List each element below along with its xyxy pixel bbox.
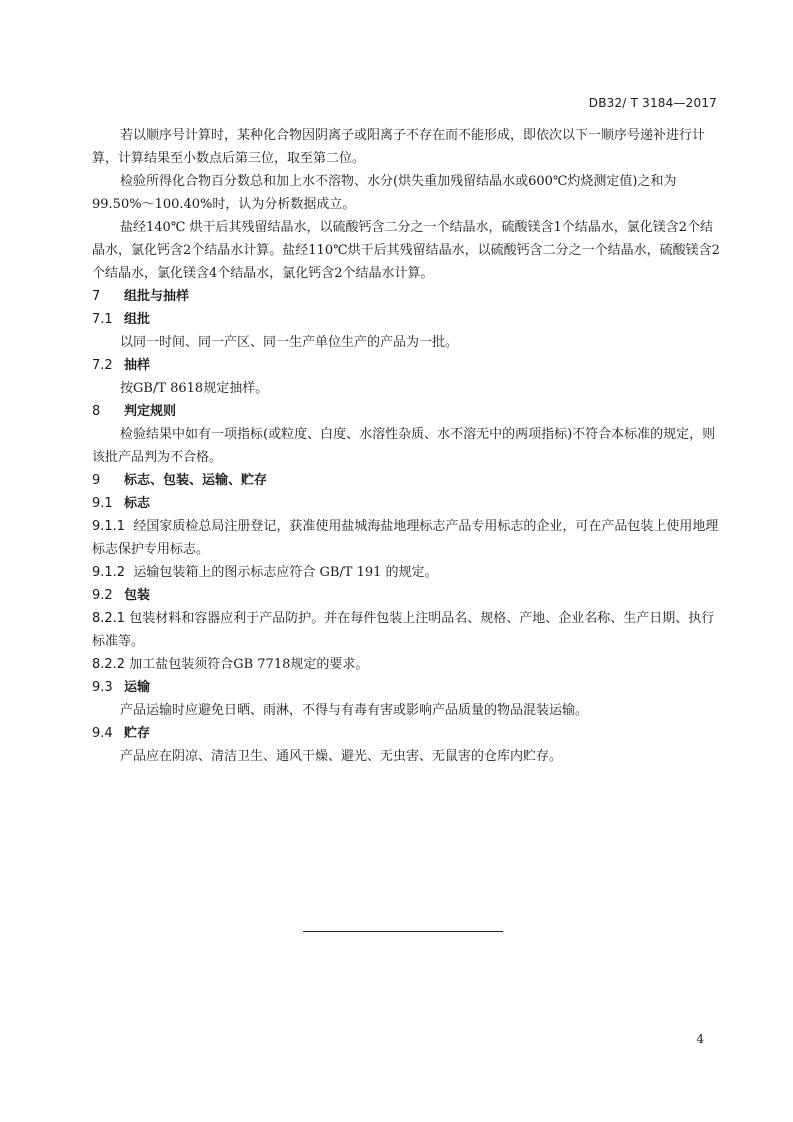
intro-paragraph-1: 若以顺序号计算时，某种化合物因阴离子或阳离子不存在而不能形成，即依次以下一顺序号递补进行计算，计算结果至小数点后第三位，取至第二位。	[92, 128, 706, 166]
section-9-4-heading	[92, 722, 720, 745]
section-7-1-text: 以同一时间、同一产区、同一生产单位生产的产品为一批。	[120, 335, 459, 350]
section-number: 9.3	[92, 680, 113, 695]
section-7-2-heading	[92, 354, 720, 377]
clause-number: 9.1.2	[92, 565, 126, 580]
section-8-text: 检验结果中如有一项指标(或粒度、白度、水溶性杂质、水不溶无中的两项指标)不符合本标准的规定，则该批产品判为不合格。	[92, 427, 716, 465]
clause-text: 运输包装箱上的图示标志应符合 GB/T 191 的规定。	[133, 565, 438, 580]
section-8-heading	[92, 400, 720, 423]
section-number: 9	[92, 473, 101, 488]
clause-number: 8.2.1	[92, 611, 126, 626]
section-7-2-text: 按GB/T 8618规定抽样。	[120, 381, 269, 396]
section-title: 判定规则	[124, 404, 177, 419]
section-9-heading	[92, 469, 720, 492]
section-7-heading	[92, 285, 720, 308]
clause-8-2-2	[92, 653, 720, 676]
clause-number: 8.2.2	[92, 657, 126, 672]
section-9-3-text: 产品运输时应避免日晒、雨淋，不得与有毒有害或影响产品质量的物品混装运输。	[120, 703, 589, 718]
clause-text: 经国家质检总局注册登记，获准使用盐城海盐地理标志产品专用标志的企业，可在产品包装上使用地理标志保护专用标志。	[92, 519, 719, 557]
clause-number: 9.1.1	[92, 519, 126, 534]
section-title: 包装	[124, 588, 151, 603]
intro-paragraph-3: 盐经140℃ 烘干后其残留结晶水，以硫酸钙含二分之一个结晶水，硫酸镁含1个结晶水，氯化镁含2个结晶水，氯化钙含2个结晶水计算。盐经110℃烘干后其残留结晶水，以硫酸钙含二分之一个结晶水，硫酸镁含2个结晶水，氯化镁含4个结晶水，氯化钙含2个结晶水计算。	[92, 220, 720, 281]
standard-number: DB32/ T 3184—2017	[588, 96, 717, 110]
section-number: 9.1	[92, 496, 113, 511]
section-title: 贮存	[124, 726, 151, 741]
section-9-3-heading	[92, 676, 720, 699]
page-number: 4	[696, 1032, 704, 1046]
clause-text: 包装材料和容器应利于产品防护。并在每件包装上注明品名、规格、产地、企业名称、生产日期、执行标准等。	[92, 611, 715, 649]
section-number: 9.4	[92, 726, 113, 741]
section-number: 7.1	[92, 312, 113, 327]
clause-9-1-2	[92, 561, 720, 584]
end-of-document-rule	[303, 931, 503, 932]
document-body	[92, 124, 720, 768]
clause-text: 加工盐包装须符合GB 7718规定的要求。	[129, 657, 369, 672]
section-title: 运输	[124, 680, 151, 695]
section-9-1-heading	[92, 492, 720, 515]
section-number: 7.2	[92, 358, 113, 373]
section-title: 抽样	[124, 358, 151, 373]
clause-8-2-1	[92, 607, 720, 653]
section-title: 标志、包装、运输、贮存	[124, 473, 268, 488]
section-title: 标志	[124, 496, 151, 511]
section-title: 组批	[124, 312, 151, 327]
section-9-2-heading	[92, 584, 720, 607]
section-7-1-heading	[92, 308, 720, 331]
section-number: 9.2	[92, 588, 113, 603]
section-title: 组批与抽样	[124, 289, 190, 304]
section-number: 7	[92, 289, 101, 304]
section-number: 8	[92, 404, 101, 419]
clause-9-1-1	[92, 515, 720, 561]
section-9-4-text: 产品应在阴凉、清洁卫生、通风干燥、避光、无虫害、无鼠害的仓库内贮存。	[120, 749, 563, 764]
intro-paragraph-2: 检验所得化合物百分数总和加上水不溶物、水分(烘失重加残留结晶水或600℃灼烧测定值)之和为99.50%～100.40%时，认为分析数据成立。	[92, 174, 677, 212]
